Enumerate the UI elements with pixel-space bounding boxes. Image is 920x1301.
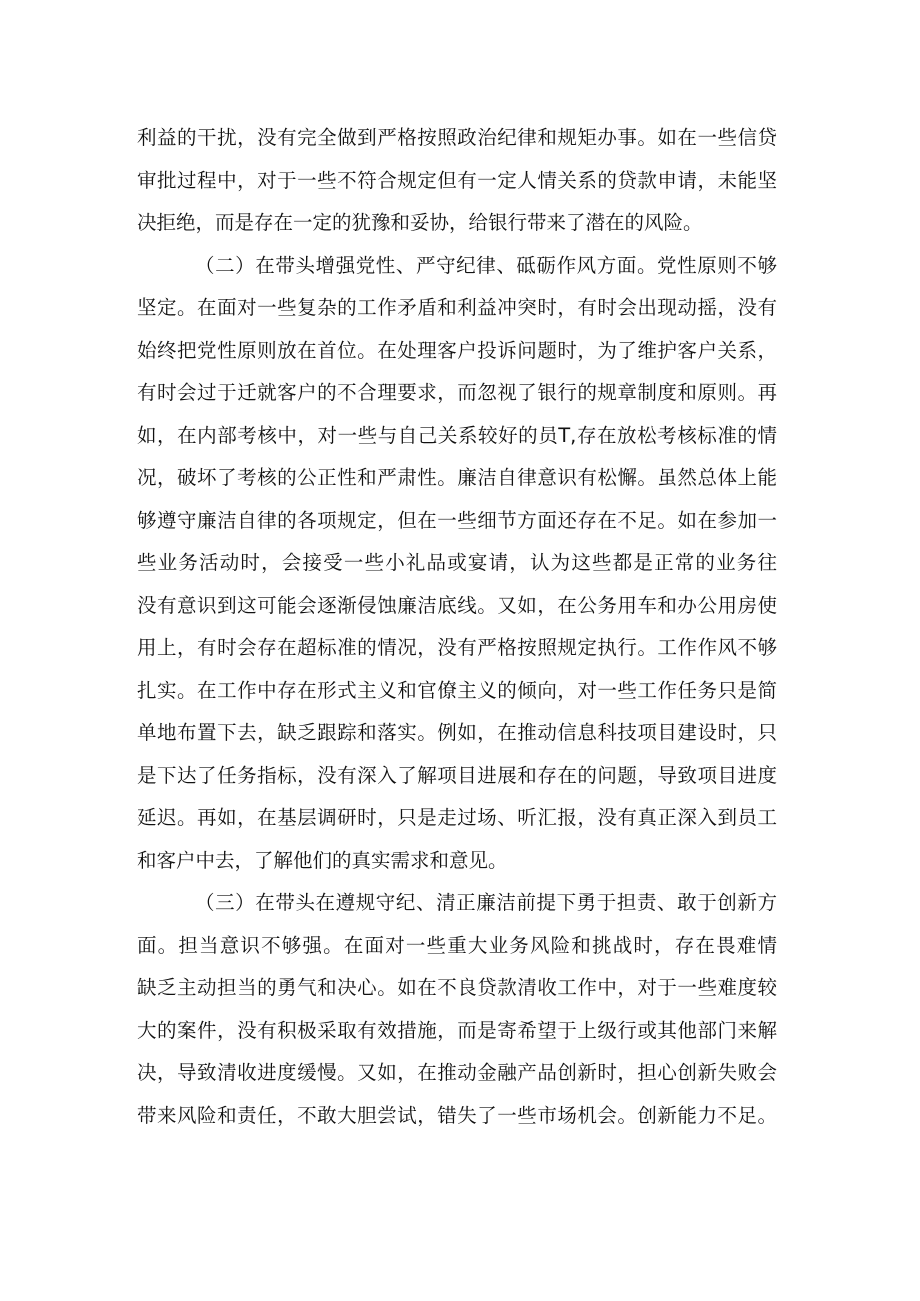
text-line: 带来风险和责任，不敢大胆尝试，错失了一些市场机会。创新能力不足。 bbox=[137, 1103, 777, 1127]
section-heading-line: （三）在带头在遵规守纪、清正廉洁前提下勇于担责、敢于创新方 bbox=[195, 891, 777, 914]
text-line: 用上，有时会存在超标准的情况，没有严格按照规定执行。工作作风不够 bbox=[137, 636, 777, 659]
text-line: 决拒绝，而是存在一定的犹豫和妥协，给银行带来了潜在的风险。 bbox=[137, 211, 703, 234]
text-line: 和客户中去，了解他们的真实需求和意见。 bbox=[137, 848, 508, 872]
text-line: 没有意识到这可能会逐渐侵蚀廉洁底线。又如，在公务用车和办公用房使 bbox=[137, 593, 777, 617]
text-line: 始终把党性原则放在首位。在处理客户投诉问题时，为了维护客户关系， bbox=[137, 338, 777, 362]
text-line: 决，导致清收进度缓慢。又如，在推动金融产品创新时，担心创新失败会 bbox=[137, 1061, 777, 1084]
text-line: 坚定。在面对一些复杂的工作矛盾和利益冲突时，有时会出现动摇，没有 bbox=[137, 296, 777, 319]
paragraph-section-3 bbox=[137, 882, 777, 1137]
text-line: 面。担当意识不够强。在面对一些重大业务风险和挑战时，存在畏难情 bbox=[137, 933, 777, 957]
text-line: 扎实。在工作中存在形式主义和官僚主义的倾向，对一些工作任务只是简 bbox=[137, 678, 777, 702]
text-line: 单地布置下去，缺乏跟踪和落实。例如，在推动信息科技项目建设时，只 bbox=[137, 721, 777, 744]
text-line: 审批过程中，对于一些不符合规定但有一定人情关系的贷款申请，未能坚 bbox=[137, 168, 777, 192]
text-line: 缺乏主动担当的勇气和决心。如在不良贷款清收工作中，对于一些难度较 bbox=[137, 976, 777, 999]
text-line: 利益的干扰，没有完全做到严格按照政治纪律和规矩办事。如在一些信贷 bbox=[137, 126, 777, 149]
text-line: 大的案件，没有积极采取有效措施，而是寄希望于上级行或其他部门来解 bbox=[137, 1018, 777, 1042]
paragraph-continuation bbox=[137, 117, 777, 245]
text-line: 有时会过于迁就客户的不合理要求，而忽视了银行的规章制度和原则。再 bbox=[137, 381, 777, 404]
text-line: 是下达了任务指标，没有深入了解项目进展和存在的问题，导致项目进度 bbox=[137, 763, 777, 787]
text-line: 况，破坏了考核的公正性和严肃性。廉洁自律意识有松懈。虽然总体上能 bbox=[137, 466, 777, 489]
text-line: 些业务活动时，会接受一些小礼品或宴请，认为这些都是正常的业务往 bbox=[137, 551, 777, 574]
body-text bbox=[137, 117, 777, 1137]
text-line: 够遵守廉洁自律的各项规定，但在一些细节方面还存在不足。如在参加一 bbox=[137, 508, 777, 532]
text-line: 如，在内部考核中，对一些与自己关系较好的员T,存在放松考核标准的情 bbox=[137, 423, 777, 447]
paragraph-section-2 bbox=[137, 245, 777, 883]
text-line: 延迟。再如，在基层调研时，只是走过场、听汇报，没有真正深入到员工 bbox=[137, 806, 777, 829]
section-heading-line: （二）在带头增强党性、严守纪律、砥砺作风方面。党性原则不够 bbox=[195, 253, 777, 277]
